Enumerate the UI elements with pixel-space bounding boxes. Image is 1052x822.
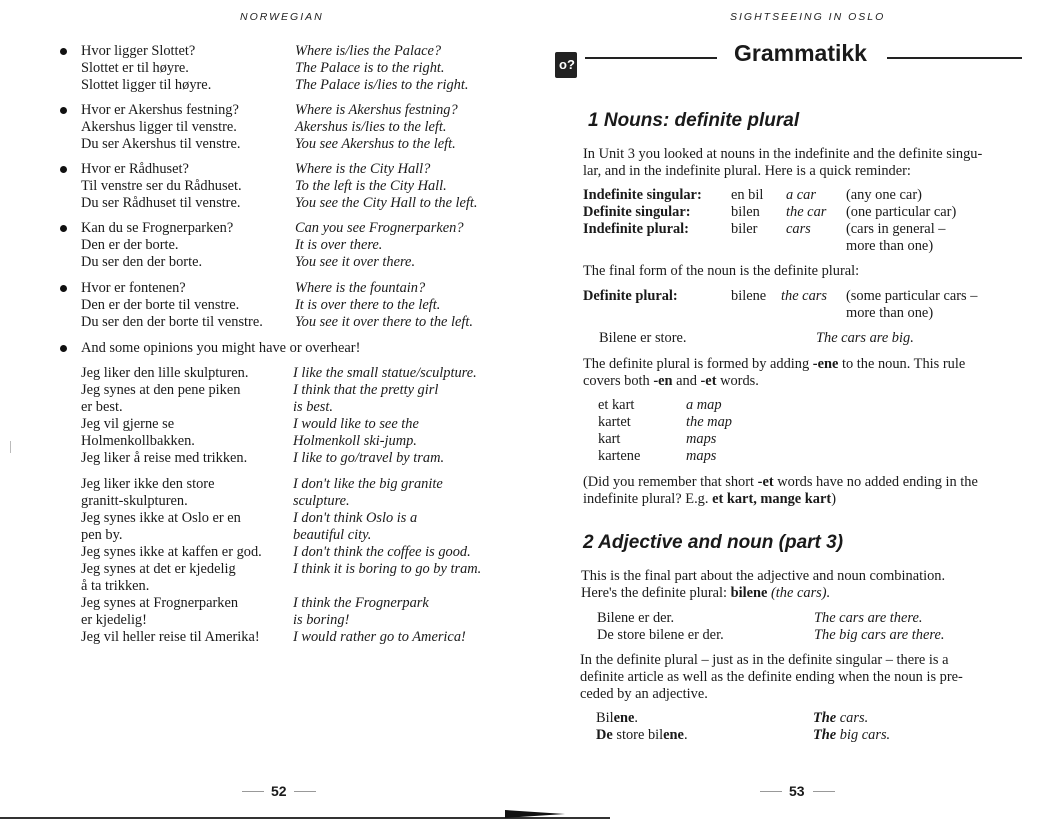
- page-number-dash: [242, 791, 264, 792]
- opinion-no-line: Jeg synes ikke at kaffen er god.: [81, 544, 262, 560]
- forms-label: Indefinite singular:: [583, 187, 702, 203]
- forms-no: biler: [731, 221, 758, 237]
- opinion-no-line: Jeg synes at Frognerparken: [81, 595, 239, 611]
- dialogue-no-line: Du ser Akershus til venstre.: [81, 136, 241, 152]
- rule-ending: -en: [653, 373, 673, 389]
- forms-en: the car: [786, 204, 827, 220]
- def-plural-note-cont: more than one): [846, 305, 934, 321]
- opinion-en-line: I don't think Oslo is a: [293, 510, 418, 526]
- ex-text: .: [634, 710, 638, 726]
- dialogue-no-line: Du ser den der borte.: [81, 254, 203, 270]
- opinion-no-line: å ta trikken.: [81, 578, 150, 594]
- s2-example-no: De store bilene er der.: [597, 627, 724, 643]
- rule-line-1: [583, 356, 965, 373]
- did-example: et kart, mange kart: [712, 491, 832, 507]
- kart-no: kartene: [598, 448, 641, 464]
- opinion-no-line: Jeg liker ikke den store: [81, 476, 215, 492]
- dialogue-en-line: You see it over there.: [295, 254, 416, 270]
- dialogue-en-line: Where is the City Hall?: [295, 161, 431, 177]
- kart-en: maps: [686, 448, 717, 464]
- ex-article: The: [813, 710, 837, 726]
- s2-example-no: Bilene er der.: [597, 610, 675, 626]
- opinion-no-line: er best.: [81, 399, 123, 415]
- opinion-no-line: Jeg synes at det er kjedelig: [81, 561, 236, 577]
- page-number-dash: [813, 791, 835, 792]
- s2-example-en: The big cars are there.: [814, 627, 945, 643]
- rule-text: to the noun. This rule: [838, 356, 966, 372]
- def-plural-note: (some particular cars –: [846, 288, 978, 304]
- ex-ending: ene: [663, 727, 684, 743]
- opinion-en-line: is best.: [293, 399, 333, 415]
- opinion-en-line: is boring!: [293, 612, 350, 628]
- running-head-right: SIGHTSEEING IN OSLO: [730, 11, 886, 23]
- forms-note-cont: more than one): [846, 238, 934, 254]
- forms-note: (any one car): [846, 187, 922, 203]
- ex-text: big cars.: [836, 727, 891, 743]
- kart-en: a map: [686, 397, 722, 413]
- s2-para-line: ceded by an adjective.: [580, 686, 708, 702]
- ex-de-store-bilene: [596, 727, 688, 744]
- forms-label: Definite singular:: [583, 204, 691, 220]
- dialogue-en-line: The Palace is/lies to the right.: [295, 77, 469, 93]
- ex-article: The: [813, 727, 837, 743]
- did-text: indefinite plural? E.g.: [583, 491, 713, 507]
- bullet-icon: [60, 345, 67, 352]
- bullet-icon: [60, 166, 67, 173]
- opinion-en-line: I think the Frognerpark: [293, 595, 429, 611]
- dialogue-no-line: Hvor er Rådhuset?: [81, 161, 189, 177]
- example-en: The cars are big.: [816, 330, 914, 346]
- ex-text: cars.: [836, 710, 869, 726]
- s2-example-en: The cars are there.: [814, 610, 923, 626]
- dialogue-en-line: It is over there.: [295, 237, 383, 253]
- ex-the-big-cars: [813, 727, 890, 744]
- opinion-no-line: Jeg synes at den pene piken: [81, 382, 241, 398]
- forms-label: Indefinite plural:: [583, 221, 689, 237]
- forms-note: (cars in general –: [846, 221, 946, 237]
- opinion-en-line: Holmenkoll ski-jump.: [293, 433, 417, 449]
- did-ending: -et: [757, 474, 774, 490]
- ex-article: De: [596, 727, 613, 743]
- kart-en: maps: [686, 431, 717, 447]
- dialogue-no-line: Akershus ligger til venstre.: [81, 119, 237, 135]
- rule-line-2: [583, 373, 759, 390]
- page-number-dash: [294, 791, 316, 792]
- rule-ending: -ene: [812, 356, 839, 372]
- opinion-en-line: beautiful city.: [293, 527, 372, 543]
- rule-text: words.: [716, 373, 759, 389]
- kart-no: kartet: [598, 414, 631, 430]
- s2-para-line: definite article as well as the definite ending when the noun is pre-: [580, 669, 963, 685]
- bullet-icon: [60, 107, 67, 114]
- running-head-left: NORWEGIAN: [240, 11, 324, 23]
- dialogue-no-line: Kan du se Frognerparken?: [81, 220, 234, 236]
- dialogue-no-line: Slottet ligger til høyre.: [81, 77, 212, 93]
- section-title: Grammatikk: [734, 40, 867, 66]
- ex-ending: ene: [613, 710, 635, 726]
- forms-no: bilen: [731, 204, 760, 220]
- grammar-icon-label: o?: [559, 57, 575, 72]
- example-no: Bilene er store.: [599, 330, 687, 346]
- opinion-no-line: Jeg liker å reise med trikken.: [81, 450, 248, 466]
- ex-text: store bil: [612, 727, 664, 743]
- opinion-no-line: Jeg liker den lille skulpturen.: [81, 365, 249, 381]
- did-line-2: [583, 491, 836, 508]
- def-plural-en: the cars: [781, 288, 827, 304]
- opinion-en-line: I don't think the coffee is good.: [293, 544, 471, 560]
- s1-intro-line: In Unit 3 you looked at nouns in the indefinite and the definite singu-: [583, 146, 983, 162]
- section-2-heading: 2 Adjective and noun (part 3): [583, 532, 844, 553]
- dialogue-en-line: Where is Akershus festning?: [295, 102, 458, 118]
- opinion-en-line: I don't like the big granite: [293, 476, 443, 492]
- bullet-icon: [60, 225, 67, 232]
- dialogue-en-line: It is over there to the left.: [295, 297, 441, 313]
- opinion-no-line: Jeg synes ikke at Oslo er en: [81, 510, 241, 526]
- forms-note: (one particular car): [846, 204, 957, 220]
- kart-no: et kart: [598, 397, 635, 413]
- gutter-mark: [10, 441, 11, 453]
- opinion-no-line: Jeg vil heller reise til Amerika!: [81, 629, 260, 645]
- dialogue-no-line: Til venstre ser du Rådhuset.: [81, 178, 242, 194]
- kart-en: the map: [686, 414, 732, 430]
- title-rule-left: [585, 57, 717, 59]
- dialogue-no-line: Hvor er Akershus festning?: [81, 102, 239, 118]
- opinion-en-line: I would like to see the: [293, 416, 419, 432]
- did-line-1: [583, 474, 978, 491]
- grammar-icon: [555, 52, 577, 78]
- bullet-icon: [60, 285, 67, 292]
- ex-text: Bil: [596, 710, 614, 726]
- dialogue-no-line: Hvor ligger Slottet?: [81, 43, 196, 59]
- page-number-dash: [760, 791, 782, 792]
- opinion-en-line: I think it is boring to go by tram.: [293, 561, 482, 577]
- opinion-no-line: er kjedelig!: [81, 612, 147, 628]
- s1-intro-line: lar, and in the indefinite plural. Here is a quick reminder:: [583, 163, 911, 179]
- dialogue-no-line: Den er der borte.: [81, 237, 179, 253]
- def-plural-label: Definite plural:: [583, 288, 678, 304]
- dialogue-en-line: To the left is the City Hall.: [295, 178, 447, 194]
- did-text: (Did you remember that short: [583, 474, 758, 490]
- def-plural-no: bilene: [731, 288, 767, 304]
- opinion-en-line: I would rather go to America!: [293, 629, 466, 645]
- dialogue-en-line: Akershus is/lies to the left.: [295, 119, 447, 135]
- rule-text: covers both: [583, 373, 654, 389]
- dialogue-no-line: Du ser Rådhuset til venstre.: [81, 195, 241, 211]
- ex-bilene: [596, 710, 638, 727]
- opinion-en-line: I like the small statue/sculpture.: [293, 365, 477, 381]
- rule-ending: -et: [700, 373, 717, 389]
- final-form-text: The final form of the noun is the definite plural:: [583, 263, 860, 279]
- opinion-en-line: sculpture.: [293, 493, 350, 509]
- opinion-no-line: pen by.: [81, 527, 123, 543]
- dialogue-en-line: Can you see Frognerparken?: [295, 220, 464, 236]
- ex-text: .: [683, 727, 688, 743]
- s2-text: (the cars).: [767, 585, 831, 601]
- forms-no: en bil: [731, 187, 764, 203]
- opinion-en-line: I think that the pretty girl: [293, 382, 439, 398]
- dialogue-en-line: The Palace is to the right.: [295, 60, 445, 76]
- opinions-intro: And some opinions you might have or overhear!: [81, 340, 361, 356]
- s2-bold: bilene: [730, 585, 768, 601]
- bullet-icon: [60, 48, 67, 55]
- did-text: ): [831, 491, 836, 507]
- s2-para-line: In the definite plural – just as in the definite singular – there is a: [580, 652, 949, 668]
- section-1-heading: 1 Nouns: definite plural: [588, 110, 800, 131]
- ex-the-cars: [813, 710, 868, 727]
- opinion-no-line: Holmenkollbakken.: [81, 433, 195, 449]
- forms-en: a car: [786, 187, 816, 203]
- rule-text: The definite plural is formed by adding: [583, 356, 813, 372]
- title-rule-right: [887, 57, 1022, 59]
- dialogue-en-line: You see it over there to the left.: [295, 314, 473, 330]
- dialogue-no-line: Hvor er fontenen?: [81, 280, 186, 296]
- s2-line-1: This is the final part about the adjective and noun combination.: [581, 568, 946, 584]
- dialogue-no-line: Slottet er til høyre.: [81, 60, 189, 76]
- dialogue-no-line: Den er der borte til venstre.: [81, 297, 240, 313]
- dialogue-en-line: Where is/lies the Palace?: [295, 43, 442, 59]
- opinion-en-line: I like to go/travel by tram.: [293, 450, 445, 466]
- dialogue-en-line: You see Akershus to the left.: [295, 136, 456, 152]
- opinion-no-line: granitt-skulpturen.: [81, 493, 188, 509]
- page-number-right: 53: [789, 783, 805, 799]
- page-number-left: 52: [271, 783, 287, 799]
- kart-no: kart: [598, 431, 621, 447]
- dialogue-no-line: Du ser den der borte til venstre.: [81, 314, 263, 330]
- dialogue-en-line: Where is the fountain?: [295, 280, 426, 296]
- did-text: words have no added ending in the: [773, 474, 978, 490]
- s2-line-2: [581, 585, 830, 602]
- s2-text: Here's the definite plural:: [581, 585, 731, 601]
- rule-text: and: [672, 373, 701, 389]
- opinion-no-line: Jeg vil gjerne se: [81, 416, 175, 432]
- dialogue-en-line: You see the City Hall to the left.: [295, 195, 478, 211]
- bottom-edge-mark: [505, 810, 565, 818]
- forms-en: cars: [786, 221, 811, 237]
